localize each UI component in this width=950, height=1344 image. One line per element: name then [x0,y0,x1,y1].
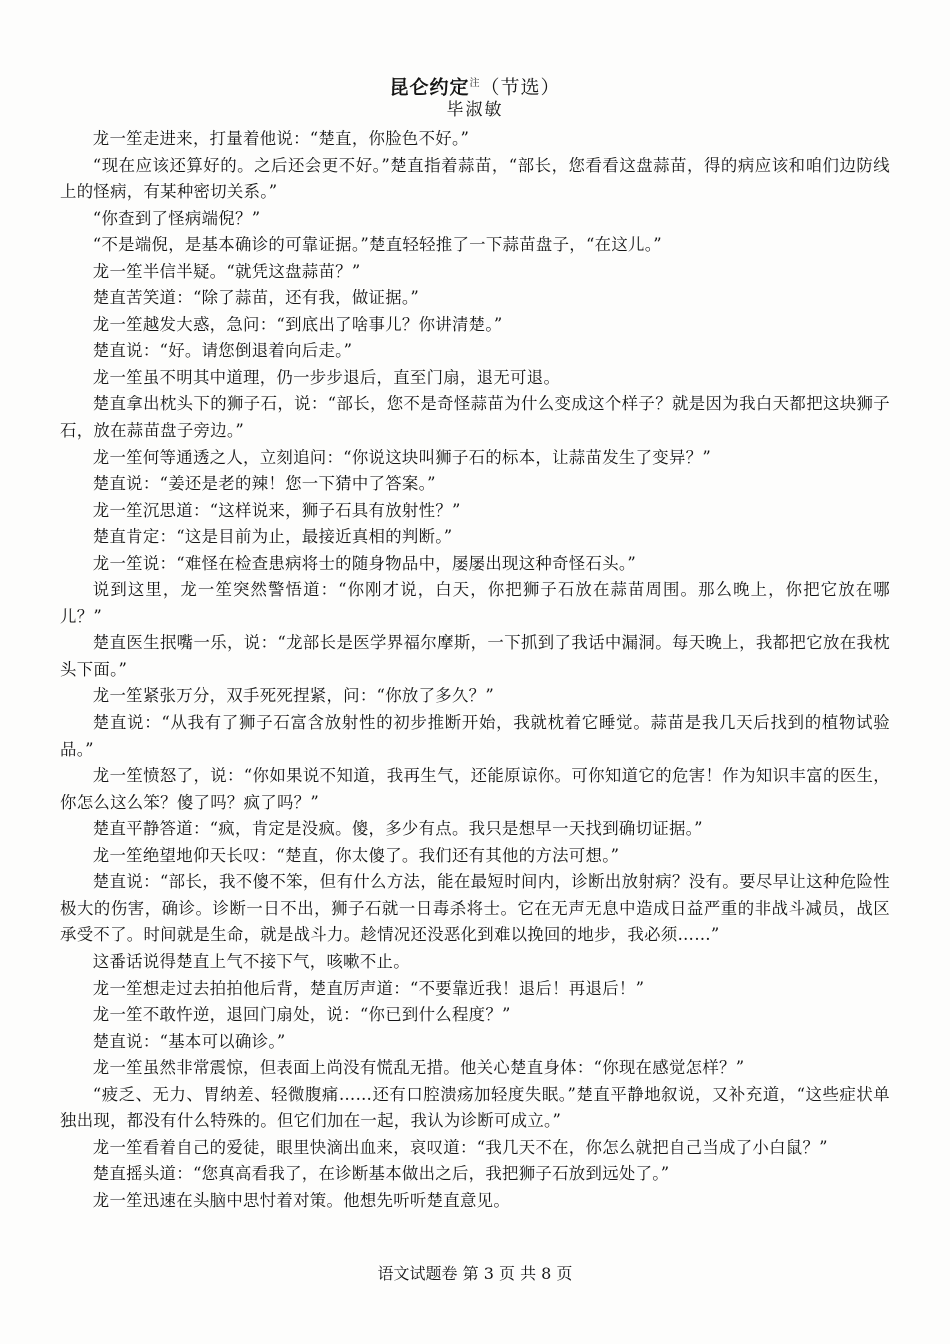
title-note-mark: 注 [469,78,481,89]
paragraph: 龙一笙沉思道：“这样说来，狮子石具有放射性？” [92,500,461,520]
paragraph: 这番话说得楚直上气不接下气，咳嗽不止。 [92,951,410,971]
paragraph: “不是端倪，是基本确诊的可靠证据。”楚直轻轻推了一下蒜苗盘子，“在这儿。” [92,235,662,255]
paragraph: 楚直说：“从我有了狮子石富含放射性的初步推断开始，我就枕着它睡觉。蒜苗是我几天后找到的植物试验品。” [60,713,890,759]
paragraph: 龙一笙紧张万分，双手死死捏紧，问：“你放了多久？” [92,686,495,706]
paragraph: “你查到了怪病端倪？” [92,208,261,228]
paragraph: 楚直说：“基本可以确诊。” [92,1031,286,1051]
paragraph: “疲乏、无力、胃纳差、轻微腹痛……还有口腔溃疡加轻度失眠。”楚直平静地叙说，又补充道，“这些症状单独出现，都没有什么特殊的。但它们加在一起，我认为诊断可成立。” [60,1084,890,1131]
paragraph: 楚直说：“姜还是老的辣！您一下猜中了答案。” [92,474,436,494]
paragraph: 龙一笙虽不明其中道理，仍一步步退后，直至门扇，退无可退。 [92,367,561,387]
paragraph: 楚直说：“部长，我不傻不笨，但有什么方法，能在最短时间内，诊断出放射病？没有。要尽早让这种危险性极大的伤害，确诊。诊断一日不出，狮子石就一日毒杀将士。它在无声无息中造成日益严重的非战斗减员，战区承受不了。时间就是生命，就是战斗力。趁情况还没恶化到难以挽回的地步，我必须……” [60,872,890,945]
paragraph: 龙一笙说：“难怪在检查患病将士的随身物品中，屡屡出现这种奇怪石头。” [92,553,637,573]
paragraph: 龙一笙越发大惑，急问：“到底出了啥事儿？你讲清楚。” [92,314,503,334]
article-title [0,71,950,100]
paragraph: 龙一笙看着自己的爱徒，眼里快滴出血来，哀叹道：“我几天不在，你怎么就把自己当成了小白鼠？” [92,1137,828,1157]
paragraph: 龙一笙不敢忤逆，退回门扇处，说：“你已到什么程度？” [92,1005,511,1025]
paragraph: 龙一笙迅速在头脑中思忖着对策。他想先听听楚直意见。 [92,1190,511,1210]
paragraph: “现在应该还算好的。之后还会更不好。”楚直指着蒜苗，“部长，您看看这盘蒜苗，得的病应该和咱们边防线上的怪病，有某种密切关系。” [60,155,890,202]
title-main: 昆仑约定 [389,76,470,99]
paragraph: 说到这里，龙一笙突然警悟道：“你刚才说，白天，你把狮子石放在蒜苗周围。那么晚上，你把它放在哪儿？” [60,580,890,626]
paragraph: 楚直医生抿嘴一乐，说：“龙部长是医学界福尔摩斯，一下抓到了我话中漏洞。每天晚上，我都把它放在我枕头下面。” [60,633,890,679]
paragraph: 楚直肯定：“这是目前为止，最接近真相的判断。” [92,527,453,547]
paragraph: 龙一笙走进来，打量着他说：“楚直，你脸色不好。” [92,129,470,148]
paragraph: 龙一笙半信半疑。“就凭这盘蒜苗？” [92,261,361,281]
article-body [60,126,890,1214]
paragraph: 楚直苦笑道：“除了蒜苗，还有我，做证据。” [92,288,420,308]
paragraph: 龙一笙绝望地仰天长叹：“楚直，你太傻了。我们还有其他的方法可想。” [92,845,620,865]
paragraph: 龙一笙愤怒了，说：“你如果说不知道，我再生气，还能原谅你。可你知道它的危害！作为知识丰富的医生，你怎么这么笨？傻了吗？疯了吗？” [60,766,890,812]
page-footer: 语文试题卷 第 3 页 共 8 页 [377,1264,573,1283]
paragraph: 楚直说：“好。请您倒退着向后走。” [92,341,353,361]
paragraph: 楚直拿出枕头下的狮子石，说：“部长，您不是奇怪蒜苗为什么变成这个样子？就是因为我白天都把这块狮子石，放在蒜苗盘子旁边。” [60,394,890,441]
paragraph: 龙一笙何等通透之人，立刻追问：“你说这块叫狮子石的标本，让蒜苗发生了变异？” [92,447,712,467]
title-subtitle: （节选） [480,76,561,99]
article-author: 毕淑敏 [446,100,504,120]
paragraph: 楚直平静答道：“疯，肯定是没疯。傻，多少有点。我只是想早一天找到确切证据。” [92,819,703,839]
paragraph: 楚直摇头道：“您真高看我了，在诊断基本做出之后，我把狮子石放到远处了。” [92,1164,670,1184]
paragraph: 龙一笙想走过去拍拍他后背，楚直厉声道：“不要靠近我！退后！再退后！” [92,978,645,998]
paragraph: 龙一笙虽然非常震惊，但表面上尚没有慌乱无措。他关心楚直身体：“你现在感觉怎样？” [92,1058,745,1078]
